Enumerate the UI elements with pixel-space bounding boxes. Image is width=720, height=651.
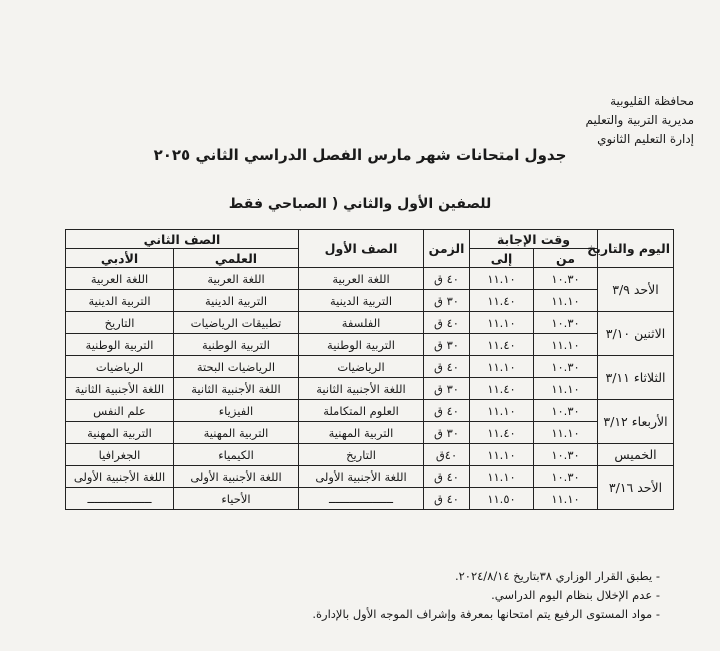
grade1-subject-cell: العلوم المتكاملة xyxy=(299,400,424,422)
page-subtitle: للصفين الأول والثاني ( الصباحي فقط xyxy=(228,196,492,212)
day-cell: الثلاثاء ٣/١١ xyxy=(598,356,674,400)
to-cell: ١١.٤٠ xyxy=(470,334,534,356)
directorate-name: مديرية التربية والتعليم xyxy=(585,113,694,127)
science-subject-cell: الفيزياء xyxy=(174,400,299,422)
to-cell: ١١.١٠ xyxy=(470,312,534,334)
literary-subject-cell: اللغة العربية xyxy=(66,268,174,290)
table-row xyxy=(66,422,674,444)
page-title: جدول امتحانات شهر مارس الفصل الدراسي الثاني ٢٠٢٥ xyxy=(153,146,567,164)
from-cell: ١٠.٣٠ xyxy=(534,268,598,290)
literary-subject-cell: التربية الدينية xyxy=(66,290,174,312)
grade1-subject-cell: التربية الدينية xyxy=(299,290,424,312)
table-row xyxy=(66,312,674,334)
literary-subject-cell: التربية الوطنية xyxy=(66,334,174,356)
table-row xyxy=(66,268,674,290)
to-cell: ١١.١٠ xyxy=(470,466,534,488)
science-subject-cell: اللغة الأجنبية الثانية xyxy=(174,378,299,400)
note-item: - يطبق القرار الوزاري ٣٨بتاريخ ٢٠٢٤/٨/١٤. xyxy=(312,567,660,586)
from-cell: ١٠.٣٠ xyxy=(534,356,598,378)
header-grade-2: الصف الثاني xyxy=(66,230,299,249)
science-subject-cell: التربية المهنية xyxy=(174,422,299,444)
duration-cell: ٤٠ ق xyxy=(424,356,470,378)
administration-name: إدارة التعليم الثانوي xyxy=(597,132,694,146)
duration-cell: ٤٠ ق xyxy=(424,400,470,422)
duration-cell: ٤٠ق xyxy=(424,444,470,466)
from-cell: ١١.١٠ xyxy=(534,488,598,510)
note-item: - عدم الإخلال بنظام اليوم الدراسي. xyxy=(312,586,660,605)
duration-cell: ٤٠ ق xyxy=(424,488,470,510)
table-row xyxy=(66,334,674,356)
science-subject-cell: الكيمياء xyxy=(174,444,299,466)
header-science: العلمي xyxy=(174,249,299,268)
to-cell: ١١.٥٠ xyxy=(470,488,534,510)
duration-cell: ٣٠ ق xyxy=(424,290,470,312)
day-cell: الأحد ٣/١٦ xyxy=(598,466,674,510)
notes-list xyxy=(312,567,660,624)
governorate-name: محافظة القليوبية xyxy=(610,94,694,108)
science-subject-cell: التربية الوطنية xyxy=(174,334,299,356)
header-day-date: اليوم والتاريخ xyxy=(598,230,674,268)
day-cell: الأحد ٣/٩ xyxy=(598,268,674,312)
table-row xyxy=(66,400,674,422)
literary-subject-cell: التاريخ xyxy=(66,312,174,334)
science-subject-cell: تطبيقات الرياضيات xyxy=(174,312,299,334)
from-cell: ١٠.٣٠ xyxy=(534,400,598,422)
note-item: - مواد المستوى الرفيع يتم امتحانها بمعرفة وإشراف الموجه الأول بالإدارة. xyxy=(312,605,660,624)
literary-subject-cell: التربية المهنية xyxy=(66,422,174,444)
science-subject-cell: اللغة العربية xyxy=(174,268,299,290)
document-header xyxy=(586,92,695,149)
grade1-subject-cell: اللغة العربية xyxy=(299,268,424,290)
to-cell: ١١.١٠ xyxy=(470,356,534,378)
header-answer-time: وقت الإجابة xyxy=(470,230,598,249)
to-cell: ١١.٤٠ xyxy=(470,378,534,400)
from-cell: ١١.١٠ xyxy=(534,378,598,400)
grade1-subject-cell: اللغة الأجنبية الثانية xyxy=(299,378,424,400)
literary-subject-cell: اللغة الأجنبية الثانية xyxy=(66,378,174,400)
from-cell: ١١.١٠ xyxy=(534,290,598,312)
day-cell: الاثنين ٣/١٠ xyxy=(598,312,674,356)
grade1-subject-cell: التربية الوطنية xyxy=(299,334,424,356)
header-from: من xyxy=(534,249,598,268)
to-cell: ١١.١٠ xyxy=(470,400,534,422)
to-cell: ١١.٤٠ xyxy=(470,290,534,312)
duration-cell: ٤٠ ق xyxy=(424,268,470,290)
grade1-subject-cell: اللغة الأجنبية الأولى xyxy=(299,466,424,488)
literary-subject-cell: الرياضيات xyxy=(66,356,174,378)
from-cell: ١٠.٣٠ xyxy=(534,444,598,466)
literary-subject-cell: ـــــــــــــــــــ xyxy=(66,488,174,510)
science-subject-cell: التربية الدينية xyxy=(174,290,299,312)
science-subject-cell: الأحياء xyxy=(174,488,299,510)
literary-subject-cell: اللغة الأجنبية الأولى xyxy=(66,466,174,488)
grade1-subject-cell: الفلسفة xyxy=(299,312,424,334)
duration-cell: ٣٠ ق xyxy=(424,378,470,400)
duration-cell: ٣٠ ق xyxy=(424,334,470,356)
science-subject-cell: اللغة الأجنبية الأولى xyxy=(174,466,299,488)
header-to: إلى xyxy=(470,249,534,268)
from-cell: ١٠.٣٠ xyxy=(534,466,598,488)
to-cell: ١١.١٠ xyxy=(470,444,534,466)
table-row xyxy=(66,356,674,378)
literary-subject-cell: علم النفس xyxy=(66,400,174,422)
table-row xyxy=(66,488,674,510)
from-cell: ١٠.٣٠ xyxy=(534,312,598,334)
literary-subject-cell: الجغرافيا xyxy=(66,444,174,466)
table-row xyxy=(66,444,674,466)
grade1-subject-cell: التربية المهنية xyxy=(299,422,424,444)
from-cell: ١١.١٠ xyxy=(534,422,598,444)
grade1-subject-cell: الرياضيات xyxy=(299,356,424,378)
to-cell: ١١.٤٠ xyxy=(470,422,534,444)
duration-cell: ٤٠ ق xyxy=(424,312,470,334)
exam-schedule-table xyxy=(65,229,674,510)
science-subject-cell: الرياضيات البحتة xyxy=(174,356,299,378)
table-row xyxy=(66,290,674,312)
header-grade-1: الصف الأول xyxy=(299,230,424,268)
day-cell: الخميس xyxy=(598,444,674,466)
from-cell: ١١.١٠ xyxy=(534,334,598,356)
header-duration: الزمن xyxy=(424,230,470,268)
grade1-subject-cell: ـــــــــــــــــــ xyxy=(299,488,424,510)
table-row xyxy=(66,378,674,400)
duration-cell: ٣٠ ق xyxy=(424,422,470,444)
to-cell: ١١.١٠ xyxy=(470,268,534,290)
day-cell: الأربعاء ٣/١٢ xyxy=(598,400,674,444)
grade1-subject-cell: التاريخ xyxy=(299,444,424,466)
table-row xyxy=(66,466,674,488)
header-literary: الأدبي xyxy=(66,249,174,268)
duration-cell: ٤٠ ق xyxy=(424,466,470,488)
